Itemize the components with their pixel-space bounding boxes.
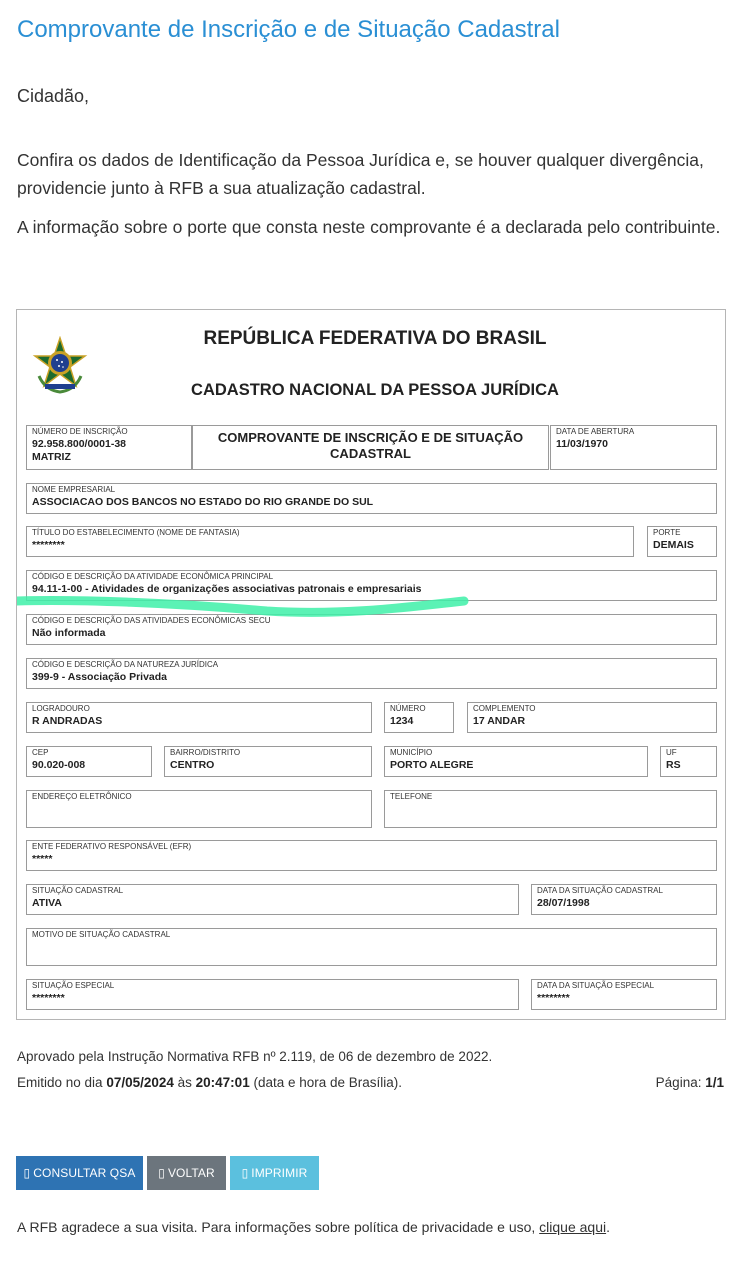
field-value: Não informada bbox=[32, 627, 106, 639]
button-label: VOLTAR bbox=[167, 1166, 215, 1180]
thanks-message bbox=[17, 1219, 610, 1235]
instruction-paragraph: Confira os dados de Identificação da Pessoa Jurídica e, se houver qualquer divergência, providencie junto à RFB a sua atualização cadastral. bbox=[17, 150, 704, 198]
field-label: BAIRRO/DISTRITO bbox=[170, 748, 241, 757]
cep-field bbox=[26, 746, 152, 777]
page-value: 1/1 bbox=[705, 1075, 724, 1090]
field-label: NOME EMPRESARIAL bbox=[32, 485, 116, 494]
atividade-principal-field bbox=[26, 570, 717, 601]
thanks-text: A RFB agradece a sua visita. Para informações sobre política de privacidade e uso, bbox=[17, 1219, 540, 1235]
numero-field bbox=[384, 702, 454, 733]
emission-suffix: (data e hora de Brasília). bbox=[249, 1075, 403, 1090]
field-value: 28/07/1998 bbox=[537, 897, 590, 909]
field-value: DEMAIS bbox=[653, 539, 694, 551]
field-label: COMPLEMENTO bbox=[473, 704, 536, 713]
emission-mid: às bbox=[173, 1075, 196, 1090]
greeting: Cidadão, bbox=[17, 86, 90, 106]
field-value: 399-9 - Associação Privada bbox=[32, 671, 168, 683]
cnpj-certificate bbox=[16, 309, 726, 1020]
field-value: ***** bbox=[32, 853, 53, 865]
consultar-qsa-button[interactable] bbox=[16, 1156, 143, 1190]
data-situacao-cadastral-field bbox=[531, 884, 717, 915]
field-value: R ANDRADAS bbox=[32, 715, 103, 727]
field-value: 1234 bbox=[390, 715, 414, 727]
button-icon: ▯ bbox=[241, 1166, 249, 1180]
field-label: CÓDIGO E DESCRIÇÃO DAS ATIVIDADES ECONÔMICAS SECU bbox=[32, 616, 271, 625]
field-label: MOTIVO DE SITUAÇÃO CADASTRAL bbox=[32, 930, 171, 939]
field-value: PORTO ALEGRE bbox=[390, 759, 474, 771]
field-label: CEP bbox=[32, 748, 49, 757]
field-value-secondary: MATRIZ bbox=[32, 451, 71, 463]
field-label: TELEFONE bbox=[390, 792, 433, 801]
page-number bbox=[656, 1075, 724, 1090]
button-icon: ▯ bbox=[158, 1166, 165, 1180]
field-label: DATA DE ABERTURA bbox=[556, 427, 635, 436]
field-label: DATA DA SITUAÇÃO CADASTRAL bbox=[537, 886, 663, 895]
voltar-button[interactable] bbox=[147, 1156, 226, 1190]
field-label: MUNICÍPIO bbox=[390, 748, 433, 757]
field-value: 94.11-1-00 - Atividades de organizações associativas patronais e empresariais bbox=[32, 583, 422, 595]
field-label: ENDEREÇO ELETRÔNICO bbox=[32, 792, 132, 801]
field-label: DATA DA SITUAÇÃO ESPECIAL bbox=[537, 981, 655, 990]
logradouro-field bbox=[26, 702, 372, 733]
nome-empresarial-field bbox=[26, 483, 717, 514]
emission-prefix: Emitido no dia bbox=[17, 1075, 107, 1090]
data-situacao-especial-field bbox=[531, 979, 717, 1010]
field-value: RS bbox=[666, 759, 681, 771]
bairro-field bbox=[164, 746, 372, 777]
porte-field bbox=[647, 526, 717, 557]
field-label: CÓDIGO E DESCRIÇÃO DA NATUREZA JURÍDICA bbox=[32, 660, 219, 669]
field-value: 92.958.800/0001-38 bbox=[32, 438, 127, 450]
titulo-estabelecimento-field bbox=[26, 526, 634, 557]
button-label: IMPRIMIR bbox=[251, 1166, 308, 1180]
thanks-end: . bbox=[606, 1219, 610, 1235]
atividades-secundarias-field bbox=[26, 614, 717, 645]
field-value: 90.020-008 bbox=[32, 759, 86, 771]
field-value: ATIVA bbox=[32, 897, 62, 909]
field-value: 17 ANDAR bbox=[473, 715, 526, 727]
field-label: SITUAÇÃO CADASTRAL bbox=[32, 886, 124, 895]
emission-date: 07/05/2024 bbox=[106, 1075, 174, 1090]
field-label: NÚMERO bbox=[390, 704, 426, 713]
field-label: ENTE FEDERATIVO RESPONSÁVEL (EFR) bbox=[32, 842, 192, 851]
field-label: CÓDIGO E DESCRIÇÃO DA ATIVIDADE ECONÔMICA PRINCIPAL bbox=[32, 572, 274, 581]
field-label: NÚMERO DE INSCRIÇÃO bbox=[32, 427, 128, 436]
field-value: CENTRO bbox=[170, 759, 215, 771]
field-value: ******** bbox=[537, 992, 570, 1004]
comprovante-title: COMPROVANTE DE INSCRIÇÃO E DE SITUAÇÃO CADASTRAL bbox=[217, 430, 524, 461]
telefone-field bbox=[384, 790, 717, 828]
field-label: UF bbox=[666, 748, 677, 757]
certificate-title: REPÚBLICA FEDERATIVA DO BRASIL bbox=[203, 328, 547, 349]
endereco-eletronico-field bbox=[26, 790, 372, 828]
field-value: ******** bbox=[32, 539, 65, 551]
complemento-field bbox=[467, 702, 717, 733]
field-label: SITUAÇÃO ESPECIAL bbox=[32, 981, 115, 990]
privacy-link[interactable]: clique aqui bbox=[539, 1219, 607, 1235]
field-label: TÍTULO DO ESTABELECIMENTO (NOME DE FANTASIA) bbox=[32, 528, 240, 537]
motivo-situacao-field bbox=[26, 928, 717, 966]
button-icon: ▯ bbox=[23, 1166, 31, 1180]
data-abertura-field bbox=[550, 425, 717, 470]
field-value: ASSOCIACAO DOS BANCOS NO ESTADO DO RIO GRANDE DO SUL bbox=[32, 496, 374, 508]
imprimir-button[interactable] bbox=[230, 1156, 319, 1190]
emission-info bbox=[17, 1075, 402, 1090]
approval-note: Aprovado pela Instrução Normativa RFB nº 2.119, de 06 de dezembro de 2022. bbox=[17, 1049, 493, 1064]
certificate-subtitle: CADASTRO NACIONAL DA PESSOA JURÍDICA bbox=[191, 381, 559, 399]
field-label: LOGRADOURO bbox=[32, 704, 90, 713]
municipio-field bbox=[384, 746, 648, 777]
page-label: Página: bbox=[655, 1075, 706, 1090]
numero-inscricao-field bbox=[26, 425, 192, 470]
button-label: CONSULTAR QSA bbox=[33, 1166, 136, 1180]
field-value: 11/03/1970 bbox=[556, 438, 608, 450]
field-label: PORTE bbox=[653, 528, 681, 537]
page-title: Comprovante de Inscrição e de Situação Cadastral bbox=[17, 16, 560, 43]
natureza-juridica-field bbox=[26, 658, 717, 689]
situacao-especial-field bbox=[26, 979, 519, 1010]
porte-info-paragraph: A informação sobre o porte que consta neste comprovante é a declarada pelo contribuinte. bbox=[17, 217, 721, 237]
situacao-cadastral-field bbox=[26, 884, 519, 915]
field-value: ******** bbox=[32, 992, 65, 1004]
comprovante-title-box bbox=[192, 425, 549, 470]
efr-field bbox=[26, 840, 717, 871]
uf-field bbox=[660, 746, 717, 777]
emission-time: 20:47:01 bbox=[195, 1075, 250, 1090]
